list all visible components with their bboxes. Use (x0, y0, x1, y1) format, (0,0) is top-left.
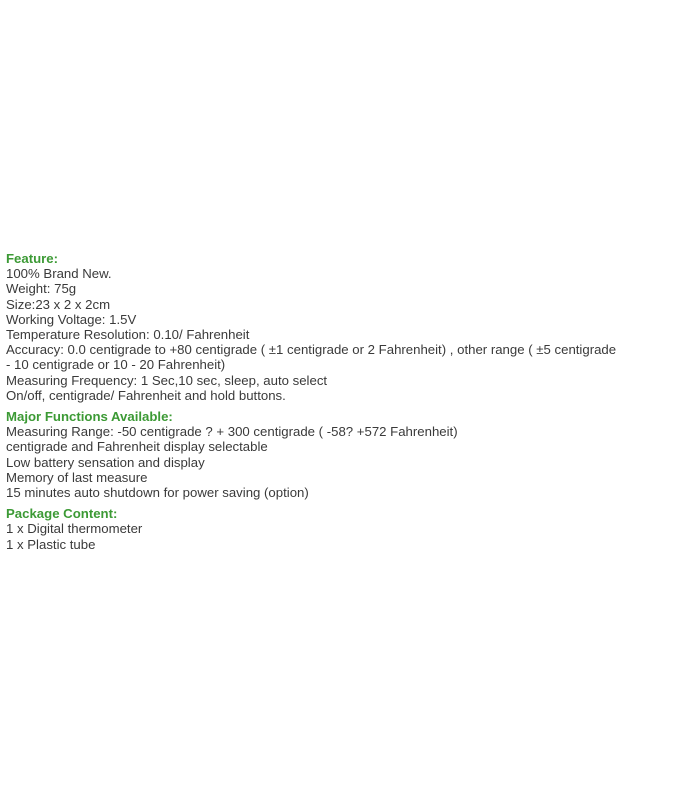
feature-line: - 10 centigrade or 10 - 20 Fahrenheit) (6, 357, 226, 373)
feature-line: On/off, centigrade/ Fahrenheit and hold buttons. (6, 387, 286, 403)
feature-line: Size:23 x 2 x 2cm (6, 296, 111, 312)
function-line: Low battery sensation and display (6, 454, 205, 470)
function-line: 15 minutes auto shutdown for power saving (option) (6, 485, 309, 501)
major-functions-heading: Major Functions Available: (6, 409, 173, 425)
feature-line: Weight: 75g (6, 281, 77, 297)
package-item: 1 x Plastic tube (6, 536, 96, 552)
feature-heading: Feature: (6, 251, 59, 266)
feature-line: Temperature Resolution: 0.10/ Fahrenheit (6, 327, 250, 343)
feature-line: 100% Brand New. (6, 266, 112, 282)
function-line: Memory of last measure (6, 469, 148, 485)
package-item: 1 x Digital thermometer (6, 521, 143, 537)
product-description (6, 251, 683, 552)
major-functions-section (6, 409, 683, 500)
function-line: centigrade and Fahrenheit display selectable (6, 439, 268, 455)
package-content-heading: Package Content: (6, 506, 118, 522)
function-line: Measuring Range: -50 centigrade ? + 300 centigrade ( -58? +572 Fahrenheit) (6, 424, 458, 440)
feature-line: Accuracy: 0.0 centigrade to +80 centigrade ( ±1 centigrade or 2 Fahrenheit) , other range ( ±5 centigrade (6, 342, 617, 358)
feature-line: Measuring Frequency: 1 Sec,10 sec, sleep, auto select (6, 372, 328, 388)
feature-line: Working Voltage: 1.5V (6, 311, 137, 327)
feature-section (6, 251, 683, 403)
package-content-section (6, 506, 683, 552)
